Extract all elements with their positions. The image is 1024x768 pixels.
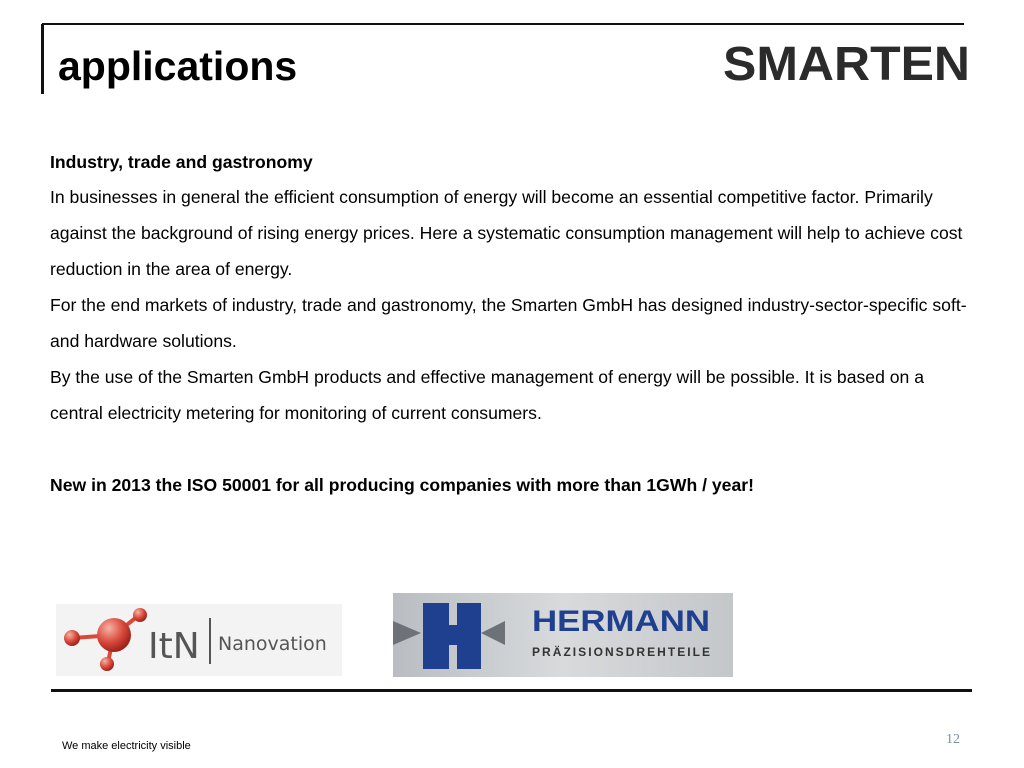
itn-wordmark: ItN [148,626,200,667]
hermann-wordmark: HERMANN [532,605,710,638]
footer-tagline: We make electricity visible [62,740,191,752]
paragraph-intro: In businesses in general the efficient consumption of energy will become an essential competitive factor. Primarily against the background of rising energy prices. Here a systematic consumption management will help to achieve cost reduction in the area of energy. [50,187,963,279]
title-accent-bar [41,24,44,94]
paragraph-products: By the use of the Smarten GmbH products and effective management of energy will be possible. It is based on a central electricity metering for monitoring of current consumers. [50,367,924,423]
page-number: 12 [946,732,960,747]
slide-title: applications [58,43,298,89]
bottom-divider [51,689,972,692]
slide-content [50,145,970,503]
smarten-logo [722,38,972,88]
section-heading: Industry, trade and gastronomy [50,152,313,172]
itn-subtitle: Nanovation [218,633,327,655]
hermann-subtitle: PRÄZISIONSDREHTEILE [532,645,710,659]
iso-notice: New in 2013 the ISO 50001 for all producing companies with more than 1GWh / year! [50,475,754,495]
smarten-logo-text: SMARTEN [723,38,970,88]
paragraph-solutions: For the end markets of industry, trade and gastronomy, the Smarten GmbH has designed industry-sector-specific soft- and hardware solutions. [50,295,967,351]
top-divider [42,23,964,25]
hermann-logo [393,593,733,677]
itn-nanovation-logo [56,604,342,676]
